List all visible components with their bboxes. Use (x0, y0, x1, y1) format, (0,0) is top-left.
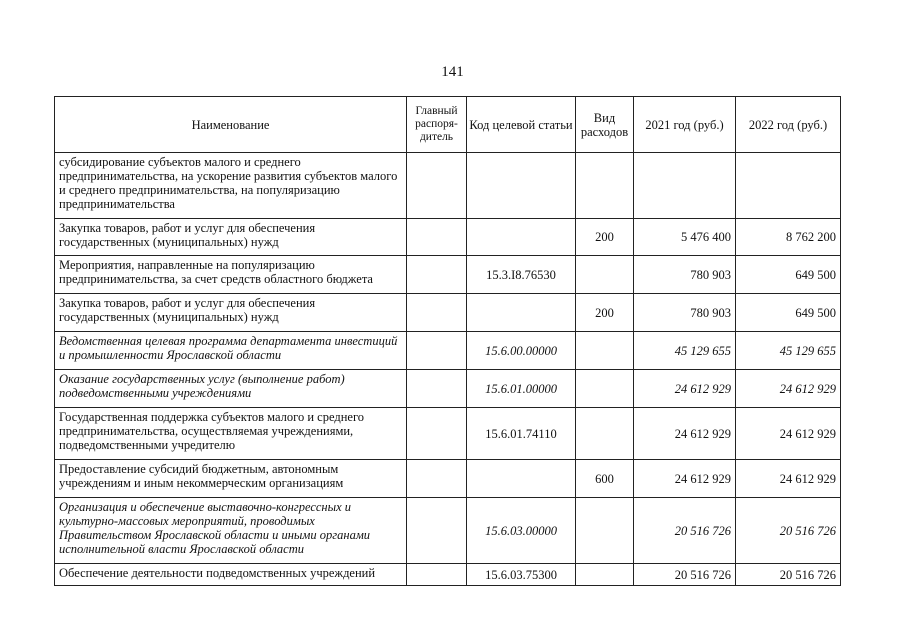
row-code: 15.6.01.00000 (467, 370, 576, 408)
row-2022: 24 612 929 (736, 408, 841, 460)
table-row (55, 256, 841, 294)
table-row (55, 460, 841, 498)
page-number: 141 (441, 64, 464, 80)
row-name: Ведомственная целевая программа департамента инвестиций и промышленности Ярославской области (55, 332, 407, 370)
row-admin (407, 460, 467, 498)
row-2022: 20 516 726 (736, 564, 841, 586)
row-admin (407, 294, 467, 332)
row-admin (407, 498, 467, 564)
row-2021: 45 129 655 (634, 332, 736, 370)
table-row (55, 498, 841, 564)
row-type (576, 564, 634, 586)
row-2021: 24 612 929 (634, 408, 736, 460)
row-2022: 24 612 929 (736, 460, 841, 498)
row-code (467, 219, 576, 256)
row-code: 15.6.00.00000 (467, 332, 576, 370)
row-type (576, 370, 634, 408)
row-admin (407, 408, 467, 460)
row-2022: 24 612 929 (736, 370, 841, 408)
table-row (55, 294, 841, 332)
row-type: 200 (576, 294, 634, 332)
row-admin (407, 332, 467, 370)
row-2022: 649 500 (736, 256, 841, 294)
table-row (55, 370, 841, 408)
row-type: 200 (576, 219, 634, 256)
row-type: 600 (576, 460, 634, 498)
row-name: Обеспечение деятельности подведомственных учреждений (55, 564, 407, 586)
table-header-row (55, 97, 841, 153)
row-code (467, 460, 576, 498)
header-main-admin: Главный распоря-дитель (407, 97, 467, 153)
table-row (55, 332, 841, 370)
row-code (467, 294, 576, 332)
row-name: Государственная поддержка субъектов малого и среднего предпринимательства, осуществляемая учреждениями, подведомственными учредителю (55, 408, 407, 460)
row-type (576, 408, 634, 460)
row-admin (407, 564, 467, 586)
row-code (467, 153, 576, 219)
row-name: Закупка товаров, работ и услуг для обеспечения государственных (муниципальных) нужд (55, 294, 407, 332)
row-2021: 5 476 400 (634, 219, 736, 256)
row-2022: 20 516 726 (736, 498, 841, 564)
row-2021: 24 612 929 (634, 370, 736, 408)
row-admin (407, 153, 467, 219)
header-code: Код целевой статьи (467, 97, 576, 153)
row-admin (407, 370, 467, 408)
row-admin (407, 256, 467, 294)
table-row (55, 153, 841, 219)
row-2022: 45 129 655 (736, 332, 841, 370)
row-code: 15.3.I8.76530 (467, 256, 576, 294)
row-2022 (736, 153, 841, 219)
row-code: 15.6.01.74110 (467, 408, 576, 460)
row-code: 15.6.03.00000 (467, 498, 576, 564)
row-name: Предоставление субсидий бюджетным, автономным учреждениям и иным некоммерческим организациям (55, 460, 407, 498)
row-type (576, 153, 634, 219)
table-row (55, 219, 841, 256)
row-name: Закупка товаров, работ и услуг для обеспечения государственных (муниципальных) нужд (55, 219, 407, 256)
row-admin (407, 219, 467, 256)
table-row (55, 564, 841, 586)
row-type (576, 332, 634, 370)
row-name: Оказание государственных услуг (выполнение работ) подведомственными учреждениями (55, 370, 407, 408)
header-type: Вид расходов (576, 97, 634, 153)
row-2021 (634, 153, 736, 219)
row-2021: 20 516 726 (634, 498, 736, 564)
row-2021: 20 516 726 (634, 564, 736, 586)
budget-table (54, 96, 841, 586)
header-name: Наименование (55, 97, 407, 153)
row-type (576, 256, 634, 294)
header-2021: 2021 год (руб.) (634, 97, 736, 153)
row-2021: 780 903 (634, 256, 736, 294)
row-name: Мероприятия, направленные на популяризацию предпринимательства, за счет средств областного бюджета (55, 256, 407, 294)
row-type (576, 498, 634, 564)
table-row (55, 408, 841, 460)
row-name: субсидирование субъектов малого и среднего предпринимательства, на ускорение развития субъектов малого и среднего предпринимательства, на популяризацию предпринимательства (55, 153, 407, 219)
row-name: Организация и обеспечение выставочно-конгрессных и культурно-массовых мероприятий, проводимых Правительством Ярославской области и иными органами исполнительной власти Ярославской области (55, 498, 407, 564)
row-2021: 780 903 (634, 294, 736, 332)
row-2022: 649 500 (736, 294, 841, 332)
row-code: 15.6.03.75300 (467, 564, 576, 586)
row-2022: 8 762 200 (736, 219, 841, 256)
header-2022: 2022 год (руб.) (736, 97, 841, 153)
row-2021: 24 612 929 (634, 460, 736, 498)
